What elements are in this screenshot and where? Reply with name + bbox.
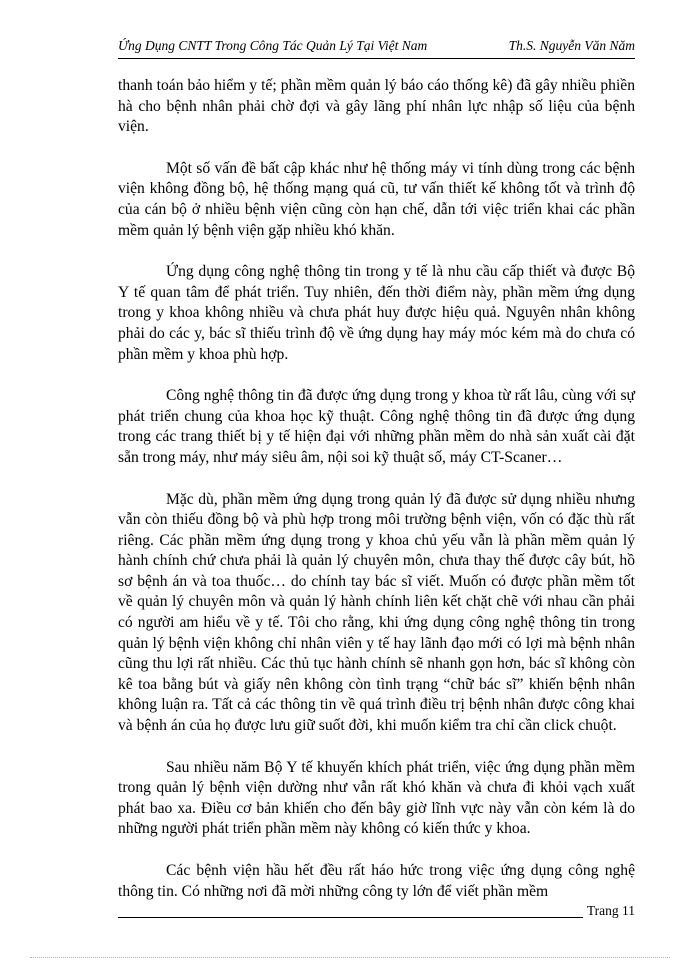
paragraph-continuation: thanh toán bảo hiểm y tế; phần mềm quản lý báo cáo thống kê) đã gây nhiều phiền hà cho bệnh nhân phải chờ đợi và gây lãng phí nhân lực nhập số liệu của bệnh viện. <box>118 77 635 136</box>
paragraph: Một số vấn đề bất cập khác như hệ thống máy vi tính dùng trong các bệnh viện không đồng bộ, hệ thống mạng quá cũ, tư vấn thiết kế không tốt và trình độ của cán bộ ở nhiều bệnh viện cũng còn hạn chế, dẫn tới việc triển khai các phần mềm quản lý bệnh viện gặp nhiều khó khăn. <box>118 159 635 239</box>
document-body <box>118 76 635 902</box>
footer-rule <box>118 917 635 918</box>
paragraph: Sau nhiều năm Bộ Y tế khuyến khích phát triển, việc ứng dụng phần mềm trong quản lý bệnh viện dường như vẫn rất khó khăn và chưa đi khỏi vạch xuất phát bao xa. Điều cơ bản khiến cho đến bây giờ lĩnh vực này vẫn còn kém là do những người phát triển phần mềm này không có kiến thức y khoa. <box>118 758 635 838</box>
paragraph: Ứng dụng công nghệ thông tin trong y tế là nhu cầu cấp thiết và được Bộ Y tế quan tâm để phát triển. Tuy nhiên, đến thời điểm này, phần mềm ứng dụng trong y khoa không nhiều và chưa phát huy được hiệu quả. Nguyên nhân không phải do các y, bác sĩ thiếu trình độ về ứng dụng hay máy móc kém mà do chưa có phần mềm y khoa phù hợp. <box>118 263 635 363</box>
paragraph: Công nghệ thông tin đã được ứng dụng trong y khoa từ rất lâu, cùng với sự phát triển chung của khoa học kỹ thuật. Công nghệ thông tin đã được ứng dụng trong các trang thiết bị y tế hiện đại với những phần mềm do nhà sản xuất cài đặt sẵn trong máy, như máy siêu âm, nội soi kỹ thuật số, máy CT-Scaner… <box>118 387 635 466</box>
paragraph: Mặc dù, phần mềm ứng dụng trong quản lý đã được sử dụng nhiều nhưng vẫn còn thiếu đồng bộ và phù hợp trong môi trường bệnh viện, vốn có đặc thù rất riêng. Các phần mềm ứng dụng trong y khoa chủ yếu vẫn là phần mềm quản lý hành chính chứ chưa phải là quản lý chuyên môn, chưa thay thế được cây bút, hồ sơ bệnh án và toa thuốc… do chính tay bác sĩ viết. Muốn có được phần mềm tốt về quản lý chuyên môn và quản lý hành chính liên kết chặt chẽ với nhau cần phải có người am hiểu về y tế. Tôi cho rằng, khi ứng dụng công nghệ thông tin trong quản lý bệnh viện không chỉ nhân viên y tế hay lãnh đạo mới có lợi mà bệnh nhân cũng thu lợi rất nhiều. Các thủ tục hành chính sẽ nhanh gọn hơn, bác sĩ không còn kê toa bằng bút và giấy nên không còn tình trạng “chữ bác sĩ” khiến bệnh nhân không luận ra. Tất cả các thông tin về quá trình điều trị bệnh nhân được công khai và bệnh án của họ được lưu giữ suốt đời, khi muốn kiểm tra chỉ cần click chuột. <box>118 490 635 735</box>
paragraph: Các bệnh viện hầu hết đều rất háo hức trong việc ứng dụng công nghệ thông tin. Có những nơi đã mời những công ty lớn để viết phần mềm <box>118 862 635 900</box>
page-bottom-edge <box>30 957 670 958</box>
page-header <box>118 38 635 59</box>
page-number: Trang 11 <box>583 903 635 919</box>
author-name: Th.S. Nguyễn Văn Năm <box>508 38 635 53</box>
document-title: Ứng Dụng CNTT Trong Công Tác Quản Lý Tại Việt Nam <box>118 38 428 53</box>
